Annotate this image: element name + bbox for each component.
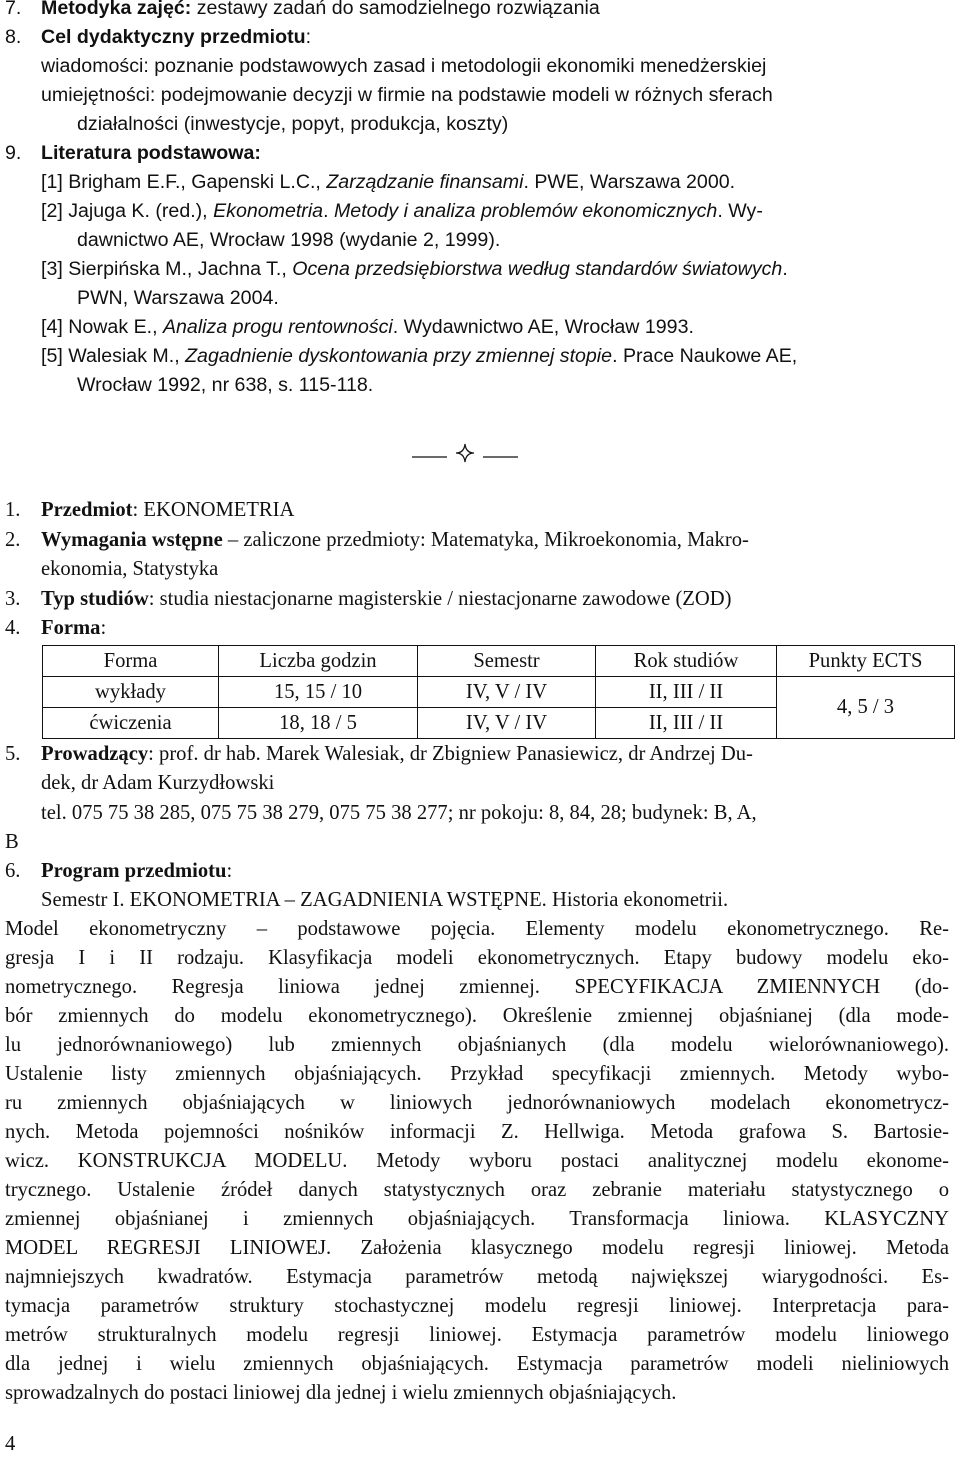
reference-2: [2] Jajuga K. (red.), Ekonometria. Metody i analiza problemów ekonomicznych. Wy-	[41, 200, 763, 222]
table-header-cell: Liczba godzin	[219, 646, 418, 677]
reference-4: [4] Nowak E., Analiza progu rentowności. Wydawnictwo AE, Wrocław 1993.	[41, 316, 694, 338]
item-5-cont: dek, dr Adam Kurzydłowski	[41, 772, 275, 794]
table-header-cell: Rok studiów	[596, 646, 777, 677]
table-cell: II, III / II	[596, 677, 777, 708]
program-line-1: Model ekonometryczny – podstawowe pojęcia. Elementy modelu ekonometrycznego. Re-	[5, 918, 949, 940]
page-number: 4	[5, 1433, 16, 1455]
item-6-label: Program przedmiotu	[41, 860, 227, 882]
program-line-14: tymacja parametrów struktury stochastycznej modelu regresji liniowej. Interpretacja para-	[5, 1295, 949, 1317]
item-1-label: Przedmiot	[41, 499, 133, 521]
section-7: 7. Metodyka zajęć: zestawy zadań do samodzielnego rozwiązania	[5, 0, 600, 23]
table-cell: IV, V / IV	[418, 677, 596, 708]
section-9-label: Literatura podstawowa:	[41, 142, 261, 164]
section-8-heading: 8. Cel dydaktyczny przedmiotu:	[5, 26, 312, 48]
program-line-5: lu jednorównaniowego) lub zmiennych objaśnianych (dla modelu wielorównaniowego).	[5, 1034, 949, 1056]
table-cell: wykłady	[43, 677, 219, 708]
table-cell: II, III / II	[596, 708, 777, 739]
item-1: 1. Przedmiot: EKONOMETRIA	[5, 499, 295, 521]
program-line-16: dla jednej i wielu zmiennych objaśniających. Estymacja parametrów modeli nieliniowych	[5, 1353, 949, 1375]
reference-5: [5] Walesiak M., Zagadnienie dyskontowania przy zmiennej stopie. Prace Naukowe AE,	[41, 345, 798, 367]
item-5-tel: tel. 075 75 38 285, 075 75 38 279, 075 75 38 277; nr pokoju: 8, 84, 28; budynek: B, A,	[41, 802, 757, 824]
program-line-11: zmiennej objaśnianej i zmiennych objaśniających. Transformacja liniowa. KLASYCZNY	[5, 1208, 949, 1230]
table-header-row	[43, 646, 955, 677]
item-5-tel-cont: B	[5, 831, 19, 853]
table-cell-ects: 4, 5 / 3	[777, 677, 955, 739]
reference-5-cont: Wrocław 1992, nr 638, s. 115-118.	[77, 374, 374, 396]
program-line-10: trycznego. Ustalenie źródeł danych statystycznych oraz zebranie materiału statystycznego o	[5, 1179, 949, 1201]
table-header-cell: Punkty ECTS	[777, 646, 955, 677]
separator-ornament	[410, 438, 520, 468]
reference-1: [1] Brigham E.F., Gapenski L.C., Zarządzanie finansami. PWE, Warszawa 2000.	[41, 171, 736, 193]
forma-table	[42, 645, 955, 739]
table-header-cell: Semestr	[418, 646, 596, 677]
section-8-label: Cel dydaktyczny przedmiotu	[41, 26, 306, 48]
section-9-heading: 9. Literatura podstawowa:	[5, 142, 261, 164]
table-cell: ćwiczenia	[43, 708, 219, 739]
program-line-2: gresja I i II rodzaju. Klasyfikacja modeli ekonometrycznych. Etapy budowy modelu eko-	[5, 947, 949, 969]
program-line-3: nometrycznego. Regresja liniowa jednej zmiennej. SPECYFIKACJA ZMIENNYCH (do-	[5, 976, 949, 998]
item-5-label: Prowadzący	[41, 743, 149, 765]
section-8-line-1: wiadomości: poznanie podstawowych zasad i metodologii ekonomiki menedżerskiej	[41, 55, 767, 77]
section-8-line-3: działalności (inwestycje, popyt, produkcja, koszty)	[77, 113, 509, 135]
diamond-star-icon	[456, 444, 474, 462]
reference-2-cont: dawnictwo AE, Wrocław 1998 (wydanie 2, 1999).	[77, 229, 501, 251]
program-line-0: Semestr I. EKONOMETRIA – ZAGADNIENIA WSTĘPNE. Historia ekonometrii.	[41, 889, 729, 911]
item-4: 4. Forma:	[5, 617, 107, 639]
table-cell: IV, V / IV	[418, 708, 596, 739]
table-header-cell: Forma	[43, 646, 219, 677]
program-line-12: MODEL REGRESJI LINIOWEJ. Założenia klasycznego modelu regresji liniowej. Metoda	[5, 1237, 949, 1259]
item-3: 3. Typ studiów: studia niestacjonarne magisterskie / niestacjonarne zawodowe (ZOD)	[5, 588, 732, 610]
program-line-7: ru zmiennych objaśniających w liniowych jednorównaniowych modelach ekonometrycz-	[5, 1092, 949, 1114]
item-5: 5. Prowadzący: prof. dr hab. Marek Walesiak, dr Zbigniew Panasiewicz, dr Andrzej Du-	[5, 743, 753, 765]
program-line-15: metrów strukturalnych modelu regresji liniowej. Estymacja parametrów modelu liniowego	[5, 1324, 949, 1346]
section-7-label: Metodyka zajęć:	[41, 0, 192, 19]
item-2: 2. Wymagania wstępne – zaliczone przedmioty: Matematyka, Mikroekonomia, Makro-	[5, 529, 749, 551]
table-row	[43, 677, 955, 708]
item-4-label: Forma	[41, 617, 101, 639]
program-line-17: sprowadzalnych do postaci liniowej dla jednej i wielu zmiennych objaśniających.	[5, 1382, 677, 1404]
program-line-13: najmniejszych kwadratów. Estymacja parametrów metodą największej wiarygodności. Es-	[5, 1266, 949, 1288]
item-2-cont: ekonomia, Statystyka	[41, 558, 219, 580]
program-line-4: bór zmiennych do modelu ekonometrycznego). Określenie zmiennej objaśnianej (dla mode-	[5, 1005, 949, 1027]
section-8-line-2: umiejętności: podejmowanie decyzji w firmie na podstawie modeli w różnych sferach	[41, 84, 773, 106]
program-line-9: wicz. KONSTRUKCJA MODELU. Metody wyboru postaci analitycznej modelu ekonome-	[5, 1150, 949, 1172]
program-line-8: nych. Metoda pojemności nośników informacji Z. Hellwiga. Metoda grafowa S. Bartosie-	[5, 1121, 949, 1143]
program-line-6: Ustalenie listy zmiennych objaśniających. Przykład specyfikacji zmiennych. Metody wybo-	[5, 1063, 949, 1085]
item-3-label: Typ studiów	[41, 588, 149, 610]
reference-3: [3] Sierpińska M., Jachna T., Ocena przedsiębiorstwa według standardów światowych.	[41, 258, 788, 280]
section-7-text: zestawy zadań do samodzielnego rozwiązania	[191, 0, 600, 19]
item-6: 6. Program przedmiotu:	[5, 860, 233, 882]
item-2-label: Wymagania wstępne	[41, 529, 223, 551]
reference-3-cont: PWN, Warszawa 2004.	[77, 287, 279, 309]
table-cell: 15, 15 / 10	[219, 677, 418, 708]
table-cell: 18, 18 / 5	[219, 708, 418, 739]
